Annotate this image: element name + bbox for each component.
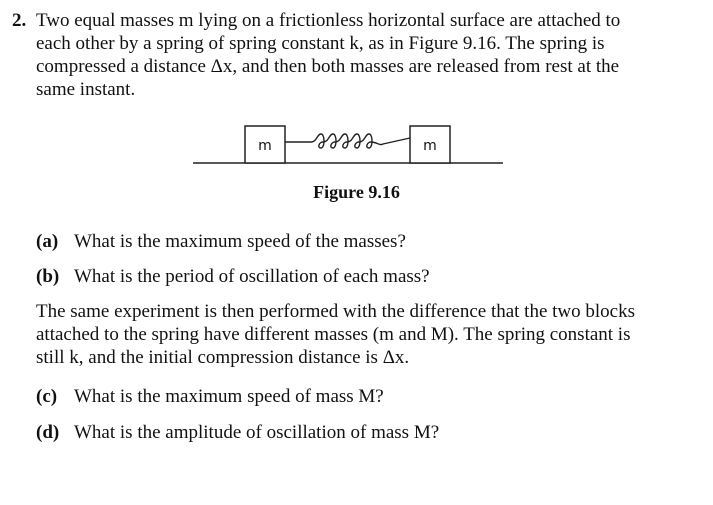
left-mass-label: m xyxy=(258,138,272,154)
problem-statement xyxy=(12,9,692,101)
question-label: (a) xyxy=(36,231,59,252)
right-mass-label: m xyxy=(423,138,437,154)
spring-coil xyxy=(285,134,410,148)
paragraph-line: attached to the spring have different masses (m and M). The spring constant is xyxy=(36,324,631,345)
problem-intro xyxy=(12,9,692,101)
question-label: (c) xyxy=(36,386,58,407)
question-d xyxy=(36,421,439,444)
intro-line: compressed a distance Δx, and then both masses are released from rest at the xyxy=(36,56,620,77)
intro-line: same instant. xyxy=(36,79,136,100)
follow-up-paragraph xyxy=(36,300,696,369)
question-text: What is the maximum speed of the masses? xyxy=(74,231,406,252)
paragraph-line: The same experiment is then performed with the difference that the two blocks xyxy=(36,301,636,322)
question-label: (d) xyxy=(36,422,60,443)
question-a xyxy=(36,230,406,253)
question-b xyxy=(36,265,430,288)
problem-number: 2. xyxy=(12,10,27,31)
question-label: (b) xyxy=(36,266,60,287)
intro-line: each other by a spring of spring constant k, as in Figure 9.16. The spring is xyxy=(36,33,605,54)
question-text: What is the maximum speed of mass M? xyxy=(74,386,384,407)
question-c xyxy=(36,385,384,408)
question-text: What is the amplitude of oscillation of mass M? xyxy=(74,422,440,443)
intro-line: Two equal masses m lying on a frictionless horizontal surface are attached to xyxy=(36,10,621,31)
question-text: What is the period of oscillation of each mass? xyxy=(74,266,430,287)
spring-mass-figure xyxy=(193,120,503,170)
figure-caption: Figure 9.16 xyxy=(313,182,400,202)
paragraph-line: still k, and the initial compression distance is Δx. xyxy=(36,347,410,368)
